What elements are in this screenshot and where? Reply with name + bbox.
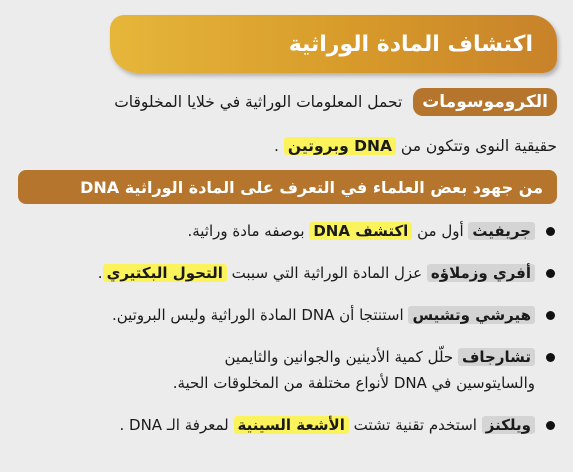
list-item [12, 218, 557, 244]
intro-highlight: DNA وبروتين [284, 137, 396, 155]
scientist-list [12, 218, 557, 454]
item-text: أول من [417, 222, 464, 240]
item-text-end: . [97, 264, 103, 282]
item-text: عزل المادة الوراثية التي سببت [231, 264, 423, 282]
item-text: حلّل كمية الأدينين والجوانين والثايمين [224, 348, 454, 366]
page-title: اكتشاف المادة الوراثية [288, 31, 533, 57]
list-item [12, 260, 557, 286]
title-banner [110, 15, 557, 73]
intro-text-2: حقيقية النوى وتتكون من [400, 137, 557, 155]
item-text: استخدم تقنية تشتت [353, 416, 477, 434]
item-highlight: التحول البكتيري [103, 264, 227, 282]
item-text-end: بوصفه مادة وراثية. [187, 222, 305, 240]
scientist-name: ويلكنز [482, 416, 535, 434]
item-text: استنتجا أن DNA المادة الوراثية وليس البروتين. [111, 306, 404, 324]
intro-period: . [274, 137, 279, 155]
intro-text-1: تحمل المعلومات الوراثية في خلايا المخلوقات [114, 93, 403, 111]
item-text-end: لمعرفة الـ DNA . [119, 416, 229, 434]
item-highlight: الأشعة السينية [234, 416, 349, 434]
section-heading [18, 170, 557, 204]
item-text-line2: والسايتوسين في DNA لأنواع مختلفة من المخلوقات الحية. [172, 374, 535, 392]
scientist-name: هيرشي وتشيس [408, 306, 535, 324]
intro-line-1 [12, 88, 557, 116]
list-item [12, 344, 557, 396]
list-item [12, 412, 557, 438]
bullet-icon [546, 311, 555, 320]
list-item [12, 302, 557, 328]
scientist-name: أفري وزملاؤه [427, 264, 535, 282]
bullet-icon [546, 353, 555, 362]
bullet-icon [546, 421, 555, 430]
scientist-name: تشارجاف [458, 348, 535, 366]
item-highlight: اكتشف DNA [309, 222, 412, 240]
term-badge: الكروموسومات [413, 88, 557, 116]
bullet-icon [546, 227, 555, 236]
section-heading-text: من جهود بعض العلماء في التعرف على المادة الوراثية DNA [80, 177, 543, 197]
scientist-name: جريفيث [468, 222, 535, 240]
intro-line-2 [12, 132, 557, 160]
bullet-icon [546, 269, 555, 278]
